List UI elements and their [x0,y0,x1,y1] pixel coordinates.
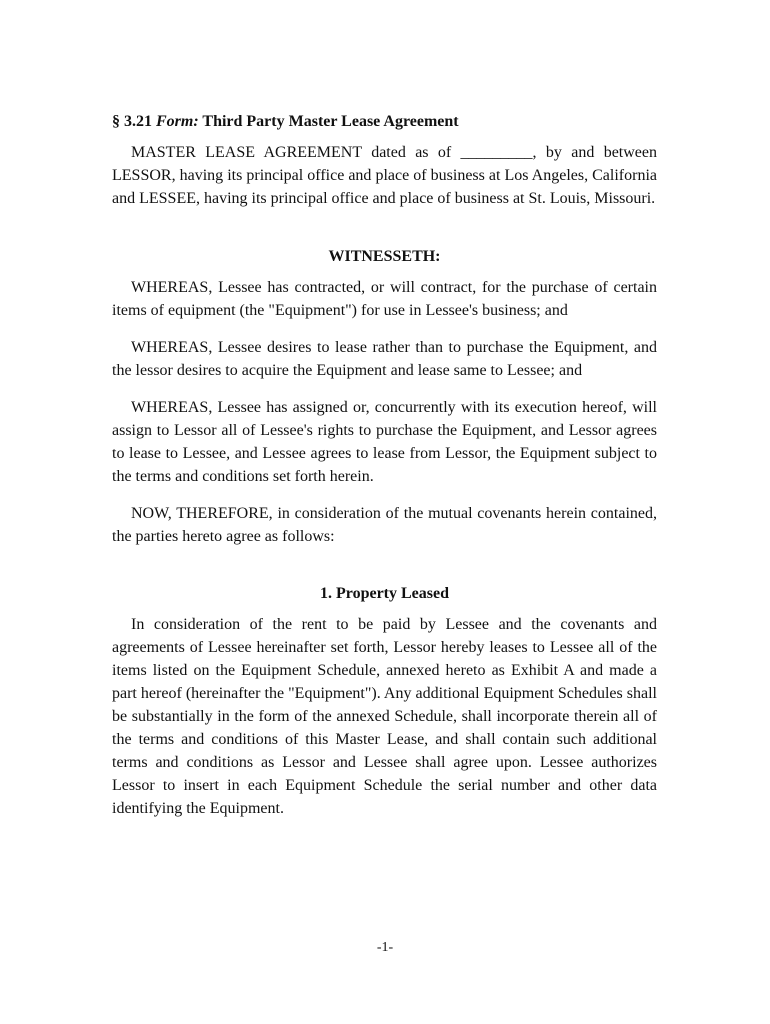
form-label: Form: [156,113,199,130]
section-title [112,110,657,133]
whereas-paragraph-3: WHEREAS, Lessee has assigned or, concurrently with its execution hereof, will assign to Lessor all of Lessee's rights to purchase the Equipment, and Lessor agrees to lease to Lessee, and Lessee agrees to lease from Lessor, the Equipment subject to the terms and conditions set forth herein. [112,399,657,485]
property-leased-paragraph: In consideration of the rent to be paid by Lessee and the covenants and agreements of Lessee hereinafter set forth, Lessor hereby leases to Lessee all of the items listed on the Equipment Schedule, annexed hereto as Exhibit A and made a part hereof (hereinafter the "Equipment"). Any additional Equipment Schedules shall be substantially in the form of the annexed Schedule, shall incorporate therein all of the terms and conditions of this Master Lease, and shall contain such additional terms and conditions as Lessor and Lessee shall agree upon. Lessee authorizes Lessor to insert in each Equipment Schedule the serial number and other data identifying the Equipment. [112,616,657,817]
whereas-paragraph-2: WHEREAS, Lessee desires to lease rather than to purchase the Equipment, and the lessor desires to acquire the Equipment and lease same to Lessee; and [112,339,657,379]
document-page [112,110,657,834]
witnesseth-heading: WITNESSETH: [328,248,441,265]
section-title-text: Third Party Master Lease Agreement [202,113,459,130]
section-number: § 3.21 [112,113,152,130]
whereas-paragraph-1: WHEREAS, Lessee has contracted, or will contract, for the purchase of certain items of equipment (the "Equipment") for use in Lessee's business; and [112,279,657,319]
page-number: -1- [376,940,394,955]
property-leased-heading: 1. Property Leased [319,585,449,602]
now-therefore-paragraph: NOW, THEREFORE, in consideration of the mutual covenants herein contained, the parties hereto agree as follows: [112,505,657,545]
intro-paragraph: MASTER LEASE AGREEMENT dated as of _________, by and between LESSOR, having its principal office and place of business at Los Angeles, California and LESSEE, having its principal office and place of business at St. Louis, Missouri. [112,144,657,207]
